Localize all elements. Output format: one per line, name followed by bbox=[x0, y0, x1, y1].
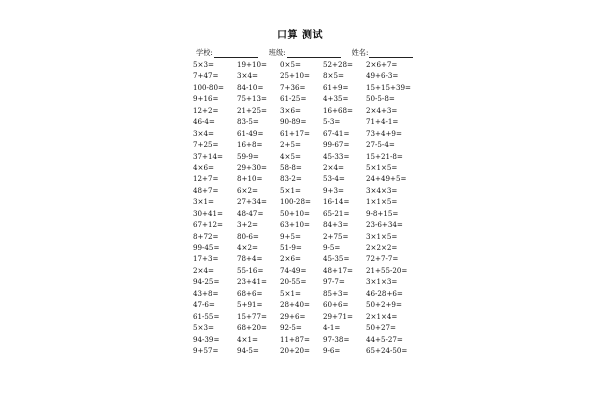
problem-item: 2+75= bbox=[323, 231, 349, 241]
problem-item: 15+77= bbox=[237, 311, 267, 321]
problem-item: 2+5= bbox=[280, 140, 301, 150]
problem-item: 3×1×3= bbox=[366, 277, 398, 287]
problem-item: 3×1×5= bbox=[366, 231, 398, 241]
problem-item: 43+8= bbox=[193, 288, 219, 298]
problem-item: 9-6= bbox=[323, 345, 341, 355]
problem-item: 9-5= bbox=[323, 243, 341, 252]
problem-item: 61-25= bbox=[280, 94, 307, 104]
problem-item: 37+14= bbox=[193, 151, 223, 161]
problem-item: 3×4= bbox=[193, 128, 214, 138]
problem-item: 48+17= bbox=[323, 265, 353, 275]
problem-item: 24+49+5= bbox=[366, 174, 407, 184]
problem-item: 8+72= bbox=[193, 231, 219, 241]
problem-item: 45-35= bbox=[323, 254, 350, 264]
name-blank[interactable] bbox=[369, 49, 413, 58]
problem-item: 27-5-4= bbox=[366, 140, 395, 150]
problem-item: 50+27= bbox=[366, 323, 396, 333]
class-field bbox=[269, 48, 341, 58]
problem-item: 8×5= bbox=[323, 71, 344, 81]
problem-item: 99-67= bbox=[323, 140, 350, 150]
problem-item: 73+4+9= bbox=[366, 128, 402, 138]
problem-item: 46-28+6= bbox=[366, 288, 403, 298]
problem-item: 61+17= bbox=[280, 128, 310, 138]
problem-item: 21+55-20= bbox=[366, 265, 408, 275]
problem-item: 72+7-7= bbox=[366, 254, 399, 264]
problem-item: 59-9= bbox=[237, 151, 259, 161]
problem-grid bbox=[193, 59, 413, 356]
problem-item: 84-10= bbox=[237, 82, 264, 92]
problem-item: 17+3= bbox=[193, 254, 219, 264]
problem-item: 74-49= bbox=[280, 265, 307, 275]
problem-item: 5×1= bbox=[280, 288, 301, 298]
problem-item: 11+87= bbox=[280, 334, 310, 344]
problem-item: 3+2= bbox=[237, 220, 258, 230]
problem-item: 97-7= bbox=[323, 277, 345, 287]
problem-item: 2×6+7= bbox=[366, 60, 398, 69]
problem-item: 4×5= bbox=[280, 151, 301, 161]
problem-item: 15+15+39= bbox=[366, 82, 411, 92]
problem-item: 23+41= bbox=[237, 277, 267, 287]
problem-item: 2×4= bbox=[323, 162, 344, 172]
page-title: 口算 测试 bbox=[277, 30, 323, 41]
problem-item: 90-89= bbox=[280, 117, 307, 127]
problem-item: 5×3= bbox=[193, 323, 214, 333]
problem-item: 2×2×2= bbox=[366, 243, 398, 252]
problem-item: 2×6= bbox=[280, 254, 301, 264]
problem-item: 47-6= bbox=[193, 300, 215, 310]
problem-item: 12+2= bbox=[193, 105, 219, 115]
problem-item: 7+47= bbox=[193, 71, 219, 81]
problem-item: 65-21= bbox=[323, 208, 350, 218]
problem-item: 4-1= bbox=[323, 323, 341, 333]
problem-item: 0×5= bbox=[280, 60, 301, 69]
problem-item: 1×1×5= bbox=[366, 197, 398, 207]
problem-item: 4+35= bbox=[323, 94, 349, 104]
problem-item: 94-25= bbox=[193, 277, 220, 287]
student-info-row bbox=[196, 44, 424, 58]
problem-item: 84+3= bbox=[323, 220, 349, 230]
problem-item: 55-16= bbox=[237, 265, 264, 275]
problem-item: 61+9= bbox=[323, 82, 349, 92]
problem-item: 97-38= bbox=[323, 334, 350, 344]
problem-item: 5×1×5= bbox=[366, 162, 398, 172]
problem-item: 68+20= bbox=[237, 323, 267, 333]
problem-item: 23-6+34= bbox=[366, 220, 403, 230]
problem-item: 100-28= bbox=[280, 197, 311, 207]
problem-item: 16-14= bbox=[323, 197, 350, 207]
problem-item: 92-5= bbox=[280, 323, 302, 333]
school-label: 学校: bbox=[196, 48, 213, 57]
problem-item: 9+16= bbox=[193, 94, 219, 104]
problem-item: 5×3= bbox=[193, 60, 214, 69]
problem-item: 9-8+15= bbox=[366, 208, 399, 218]
problem-item: 9+5= bbox=[280, 231, 301, 241]
problem-item: 25+10= bbox=[280, 71, 310, 81]
problem-item: 99-45= bbox=[193, 243, 220, 252]
problem-item: 68+6= bbox=[237, 288, 263, 298]
problem-item: 7+25= bbox=[193, 140, 219, 150]
problem-item: 3×1= bbox=[193, 197, 214, 207]
problem-item: 12+7= bbox=[193, 174, 219, 184]
problem-item: 78+4= bbox=[237, 254, 263, 264]
problem-item: 49+6-3= bbox=[366, 71, 399, 81]
name-label: 姓名: bbox=[351, 48, 369, 57]
class-label: 班级: bbox=[268, 48, 286, 57]
problem-item: 100-80= bbox=[193, 82, 224, 92]
problem-item: 20+20= bbox=[280, 345, 310, 355]
problem-item: 85+3= bbox=[323, 288, 349, 298]
problem-item: 2×4= bbox=[193, 265, 214, 275]
problem-item: 3×6= bbox=[280, 105, 301, 115]
problem-item: 46-4= bbox=[193, 117, 215, 127]
problem-item: 71+4-1= bbox=[366, 117, 399, 127]
problem-item: 3×4= bbox=[237, 71, 258, 81]
problem-item: 83-5= bbox=[237, 117, 259, 127]
problem-item: 27+34= bbox=[237, 197, 267, 207]
problem-item: 30+41= bbox=[193, 208, 223, 218]
problem-item: 4×6= bbox=[193, 162, 214, 172]
problem-item: 4×1= bbox=[237, 334, 258, 344]
problem-item: 48+7= bbox=[193, 185, 219, 195]
problem-item: 50-5-8= bbox=[366, 94, 395, 104]
problem-item: 20-55= bbox=[280, 277, 307, 287]
problem-item: 50+10= bbox=[280, 208, 310, 218]
problem-item: 83-2= bbox=[280, 174, 302, 184]
problem-item: 19+10= bbox=[237, 60, 267, 69]
problem-item: 21+25= bbox=[237, 105, 267, 115]
problem-item: 16+68= bbox=[323, 105, 353, 115]
problem-item: 75+13= bbox=[237, 94, 267, 104]
problem-item: 52+28= bbox=[323, 60, 353, 69]
problem-item: 16+8= bbox=[237, 140, 263, 150]
problem-item: 50+2+9= bbox=[366, 300, 402, 310]
problem-item: 44+5-27= bbox=[366, 334, 403, 344]
problem-item: 8+10= bbox=[237, 174, 263, 184]
problem-item: 9+3= bbox=[323, 185, 344, 195]
problem-item: 5+91= bbox=[237, 300, 263, 310]
problem-item: 15+21-8= bbox=[366, 151, 403, 161]
problem-item: 4×2= bbox=[237, 243, 258, 252]
problem-item: 63+10= bbox=[280, 220, 310, 230]
problem-item: 5×1= bbox=[280, 185, 301, 195]
problem-item: 6×2= bbox=[237, 185, 258, 195]
problem-item: 60+6= bbox=[323, 300, 349, 310]
problem-item: 58-8= bbox=[280, 162, 302, 172]
problem-item: 48-47= bbox=[237, 208, 264, 218]
problem-item: 45-33= bbox=[323, 151, 350, 161]
problem-item: 80-6= bbox=[237, 231, 259, 241]
problem-item: 65+24-50= bbox=[366, 345, 408, 355]
problem-item: 61-49= bbox=[237, 128, 264, 138]
problem-item: 7+36= bbox=[280, 82, 306, 92]
school-field bbox=[196, 48, 258, 58]
problem-item: 67+12= bbox=[193, 220, 223, 230]
problem-item: 67-41= bbox=[323, 128, 350, 138]
problem-item: 29+6= bbox=[280, 311, 306, 321]
problem-item: 2×1×4= bbox=[366, 311, 398, 321]
problem-item: 3×4×3= bbox=[366, 185, 398, 195]
problem-item: 94-5= bbox=[237, 345, 259, 355]
class-blank[interactable] bbox=[287, 49, 341, 58]
school-blank[interactable] bbox=[214, 49, 258, 58]
problem-item: 28+40= bbox=[280, 300, 310, 310]
problem-item: 9+57= bbox=[193, 345, 219, 355]
problem-item: 29+71= bbox=[323, 311, 353, 321]
problem-item: 2×4+3= bbox=[366, 105, 398, 115]
problem-item: 29+30= bbox=[237, 162, 267, 172]
problem-item: 53-4= bbox=[323, 174, 345, 184]
problem-item: 61-55= bbox=[193, 311, 220, 321]
problem-item: 5-3= bbox=[323, 117, 341, 127]
problem-item: 94-39= bbox=[193, 334, 220, 344]
problem-item: 51-9= bbox=[280, 243, 302, 252]
name-field bbox=[352, 48, 414, 58]
